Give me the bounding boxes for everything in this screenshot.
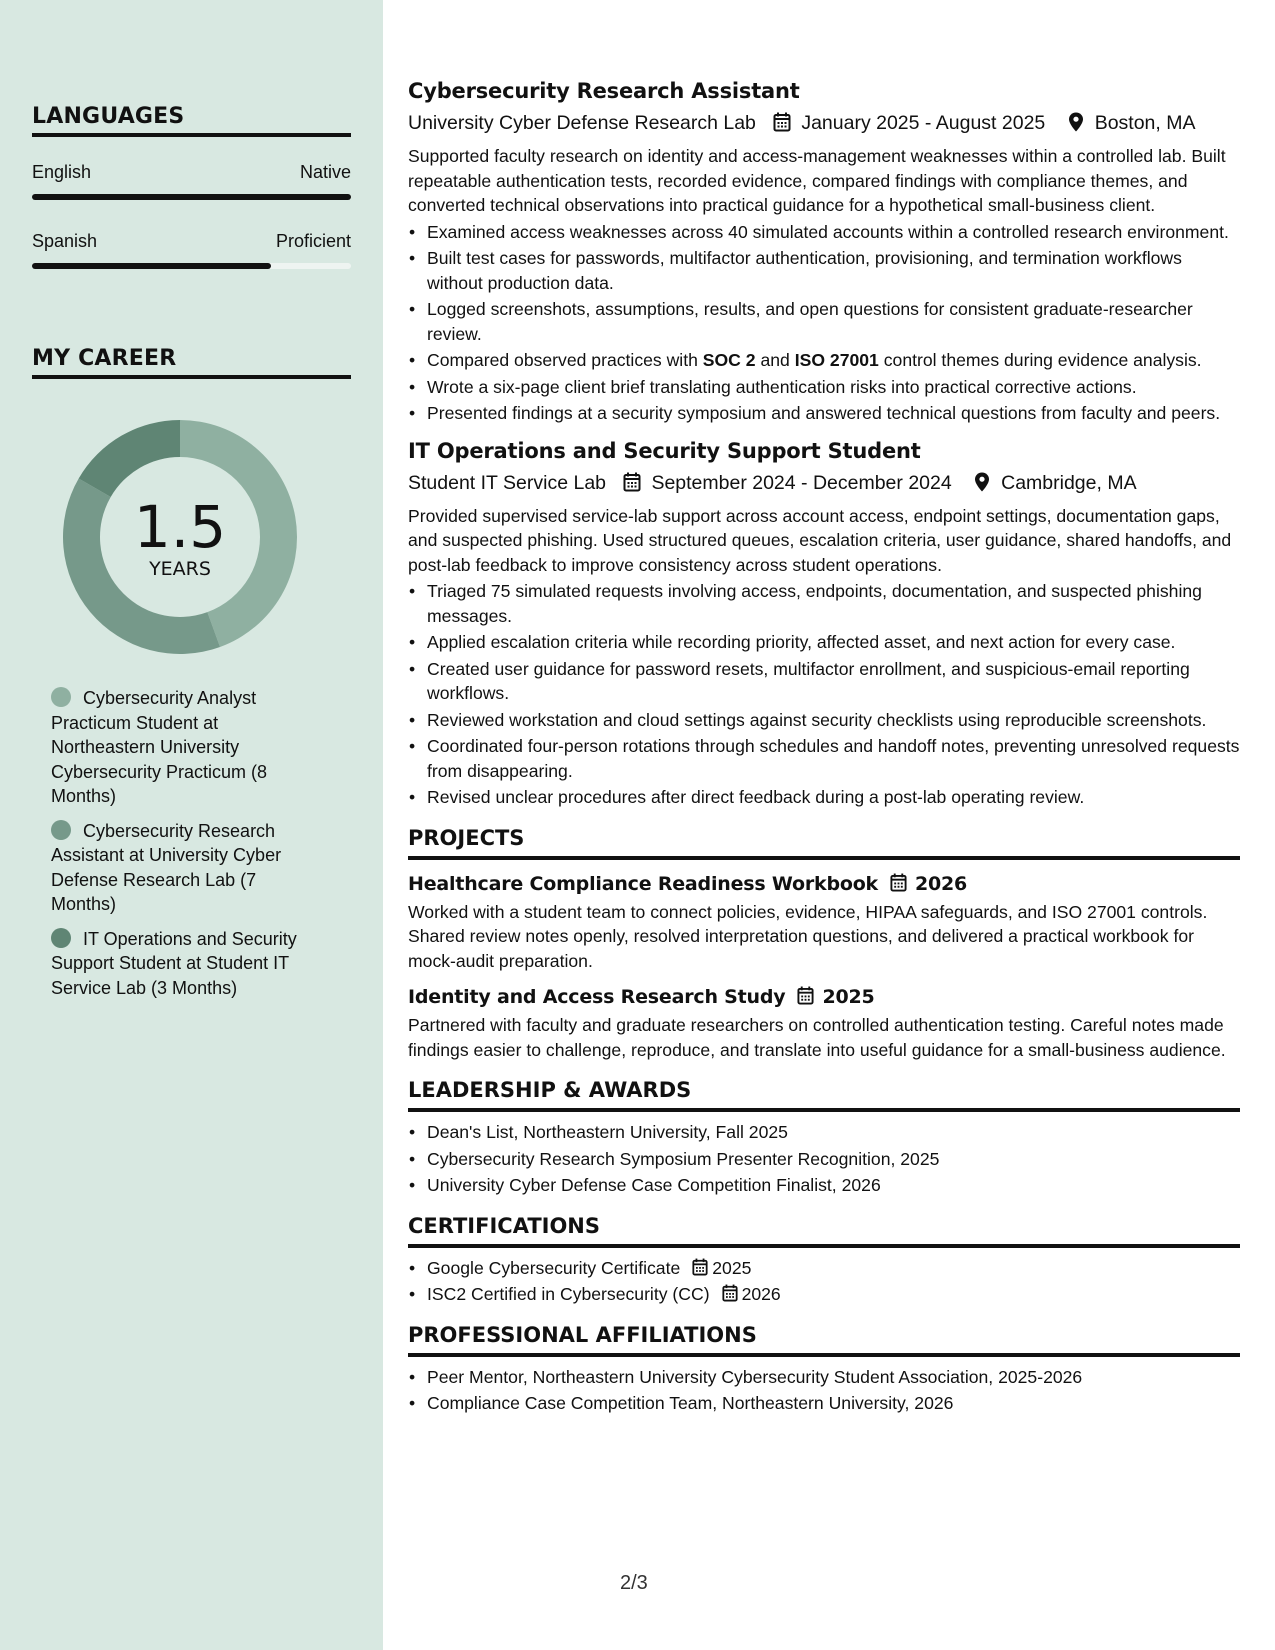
leadership-heading: LEADERSHIP & AWARDS [408,1076,1240,1112]
affiliations-list [408,1365,1240,1416]
language-name: English [32,162,92,182]
career-heading: MY CAREER [32,346,351,379]
job-bullets [408,579,1240,810]
calendar-icon [623,472,641,492]
leadership-list [408,1120,1240,1198]
sidebar [0,0,383,1650]
career-years-label: YEARS [149,558,211,580]
bullet-text: control themes during evidence analysis. [878,350,1202,370]
job-bullets [408,220,1240,426]
job-company: Student IT Service Lab [408,471,607,494]
certification-item [408,1256,1240,1281]
page-number: 2/3 [620,1572,648,1594]
calendar-icon [722,1284,738,1302]
certification-year: 2025 [712,1257,752,1278]
bullet-text: and [755,350,795,370]
map-pin-icon [973,472,991,492]
job-bullet: • Presented findings at a security symposium and answered technical questions from faculty and peers. [408,401,1240,426]
project-title-row [408,870,1240,898]
job-summary: Supported faculty research on identity and access-management weaknesses within a controlled lab. Built repeatable authentication tests, recorded evidence, compared findings with compliance themes, and converted technical observations into practical guidance for a hypothetical small-business client. [408,146,1226,215]
job-dates: September 2024 - December 2024 [651,471,952,494]
career-legend [51,686,311,1010]
job-bullet: • Coordinated four-person rotations through schedules and handoff notes, preventing unresolved requests from disappearing. [408,734,1240,783]
leadership-item: • Cybersecurity Research Symposium Presenter Recognition, 2025 [408,1147,1240,1172]
legend-dot [51,820,71,840]
job-bullet: • Wrote a six-page client brief translating authentication risks into practical corrective actions. [408,375,1240,400]
map-pin-icon [1067,112,1085,132]
language-name: Spanish [32,231,98,251]
project-year: 2025 [822,986,875,1008]
project-description: Worked with a student team to connect policies, evidence, HIPAA safeguards, and ISO 27001 controls. Shared review notes openly, resolved interpretation questions, and delivered a practical workbook for mock-audit preparation. [408,901,1208,971]
certification-year: 2026 [741,1284,781,1304]
job-dates: January 2025 - August 2025 [801,112,1046,134]
career-legend-item [51,927,311,1001]
calendar-icon [692,1258,708,1276]
job-bullet: • Triaged 75 simulated requests involving access, endpoints, documentation, and suspected phishing messages. [408,579,1240,628]
career-legend-text: Cybersecurity Analyst Practicum Student at Northeastern University Cybersecurity Practicum (8 Months) [51,688,268,806]
project-year: 2026 [915,872,968,895]
project-title: Healthcare Compliance Readiness Workbook [408,872,878,895]
language-row-english [32,162,351,183]
language-bar-fill [32,194,351,200]
career-total-years: 1.5 [133,493,227,561]
language-level: Proficient [275,231,351,251]
language-bar-spanish [32,263,351,269]
legend-dot [51,928,71,948]
job-bullet: • Reviewed workstation and cloud settings against security checklists using reproducible screenshots. [408,708,1240,733]
job-title: Cybersecurity Research Assistant [408,79,800,103]
affiliation-item: • Compliance Case Competition Team, Northeastern University, 2026 [408,1391,1240,1416]
project-entry [408,870,1240,974]
calendar-icon [773,112,791,132]
project-description: Partnered with faculty and graduate researchers on controlled authentication testing. Careful notes made findings easier to challenge, reproduce, and translate into useful guidance for a small-business audience. [408,1015,1226,1060]
certifications-heading: CERTIFICATIONS [408,1212,1240,1248]
job-title: IT Operations and Security Support Student [408,438,921,463]
job-bullet: • Revised unclear procedures after direct feedback during a post-lab operating review. [408,785,1240,810]
job-bullet: • Built test cases for passwords, multifactor authentication, provisioning, and termination workflows without production data. [408,246,1240,295]
certification-name: Google Cybersecurity Certificate [427,1257,681,1278]
job-location: Cambridge, MA [1001,471,1137,494]
bullet-bold-text: SOC 2 [702,350,756,370]
language-bar-fill [32,263,271,269]
job-bullet [408,348,1240,373]
job-bullet: • Created user guidance for password resets, multifactor enrollment, and suspicious-email reporting workflows. [408,657,1240,706]
projects-heading: PROJECTS [408,824,1240,860]
career-legend-item [51,686,311,809]
language-level: Native [299,162,351,182]
legend-dot [51,687,71,707]
certifications-list [408,1256,1240,1307]
certification-name: ISC2 Certified in Cybersecurity (CC) [427,1284,710,1304]
career-legend-text: Cybersecurity Research Assistant at University Cyber Defense Research Lab (7 Months) [51,820,282,914]
calendar-icon [890,873,907,892]
donut-slice-3 [79,420,180,497]
languages-heading: LANGUAGES [32,104,351,137]
job-company: University Cyber Defense Research Lab [408,112,756,134]
project-entry [408,983,1240,1062]
affiliation-item: • Peer Mentor, Northeastern University Cybersecurity Student Association, 2025-2026 [408,1365,1240,1390]
bullet-bold-text: ISO 27001 [794,350,879,370]
job-meta [408,468,1240,498]
career-legend-item [51,819,311,917]
job-bullet: • Applied escalation criteria while recording priority, affected asset, and next action for every case. [408,630,1240,655]
calendar-icon [797,986,814,1005]
job-bullet: • Examined access weaknesses across 40 simulated accounts within a controlled research environment. [408,220,1240,245]
bullet-text: Compared observed practices with [427,350,703,370]
job-meta [408,108,1240,138]
leadership-item: • University Cyber Defense Case Competition Finalist, 2026 [408,1173,1240,1198]
job-summary: Provided supervised service-lab support across account access, endpoint settings, documentation gaps, and suspected phishing. Used structured queues, escalation criteria, user guidance, shared handoffs, and post-lab feedback to improve consistency across student operations. [408,505,1232,575]
career-legend-text: IT Operations and Security Support Student at Student IT Service Lab (3 Months) [51,928,297,998]
language-bar-english [32,194,351,200]
job-bullet: • Logged screenshots, assumptions, results, and open questions for consistent graduate-researcher review. [408,297,1240,346]
job-location: Boston, MA [1094,112,1196,134]
language-row-spanish [32,231,351,252]
affiliations-heading: PROFESSIONAL AFFILIATIONS [408,1321,1240,1357]
project-title-row [408,983,1240,1011]
main-content [408,76,1240,1418]
experience-entry [408,436,1240,810]
experience-entry [408,76,1240,426]
project-title: Identity and Access Research Study [408,986,786,1008]
leadership-item: • Dean's List, Northeastern University, Fall 2025 [408,1120,1240,1145]
certification-item [408,1282,1240,1307]
